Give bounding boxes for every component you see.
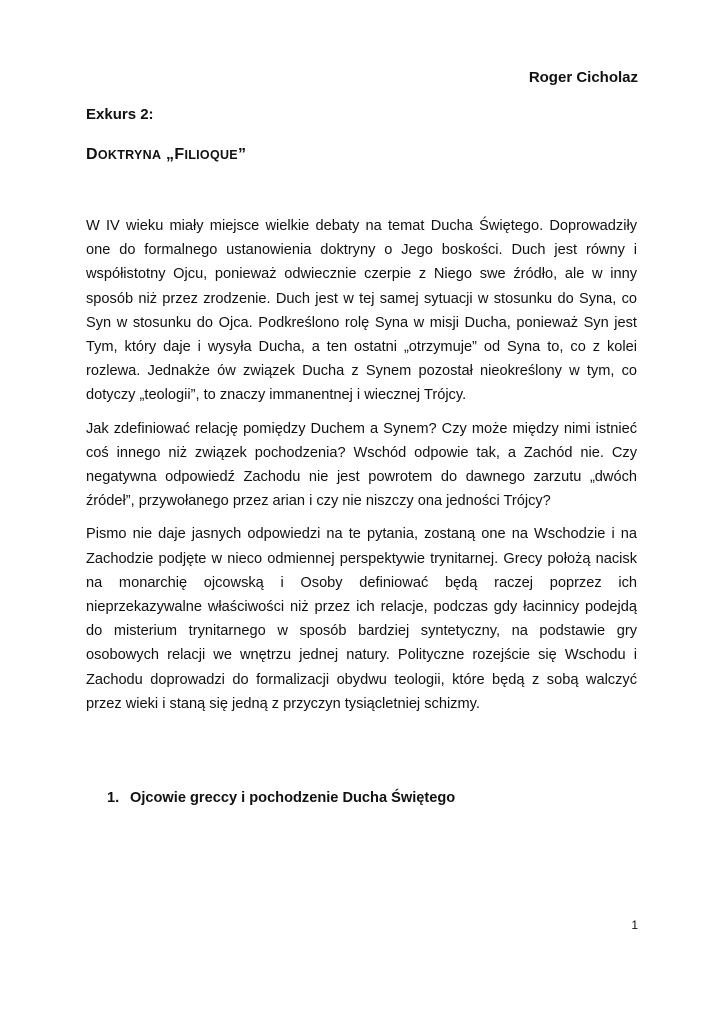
section-title: Ojcowie greccy i pochodzenie Ducha Świętego (130, 790, 456, 806)
exkurs-label: Exkurs 2: (86, 106, 154, 123)
document-title (86, 146, 246, 164)
paragraph-2: Jak zdefiniować relację pomiędzy Duchem a Synem? Czy może między nimi istnieć coś innego niż związek pochodzenia? Wschód odpowie tak, a Zachód nie. Czy negatywna odpowiedź Zachodu nie jest powrotem do dawnego zarzutu „dwóch źródeł”, przywołanego przez arian i czy nie niszczy ona jedności Trójcy? (86, 420, 637, 510)
author-name: Roger Cicholaz (528, 69, 638, 86)
body-text (86, 214, 637, 725)
paragraph-1: W IV wieku miały miejsce wielkie debaty na temat Ducha Świętego. Doprowadziły one do formalnego ustanowienia doktryny o Jego boskości. Duch jest równy i współistotny Ojcu, ponieważ odwiecznie czerpie z Niego swe źródło, ale w inny sposób niż przez zrodzenie. Duch jest w tej samej sytuacji w stosunku do Syna, co Syn w stosunku do Ojca. Podkreślono rolę Syna w misji Ducha, ponieważ Syn jest Tym, który daje i wysyła Ducha, a ten ostatni „otrzymuje” od Syna to, co z kolei rozlewa. Jednakże ów związek Ducha z Synem pozostał nieokreślony w tym, co dotyczy „teologii”, to znaczy immanentnej i wiecznej Trójcy. (86, 218, 637, 404)
paragraph-3: Pismo nie daje jasnych odpowiedzi na te pytania, zostaną one na Wschodzie i na Zachodzie podjęte w nieco odmiennej perspektywie trynitarnej. Grecy położą nacisk na monarchię ojcowską i Osoby definiować będą raczej poprzez ich nieprzekazywalne właściwości niż przez ich relacje, podczas gdy łacinnicy podejdą do misterium trynitarnego w sposób bardziej syntetyczny, na podstawie gry osobowych relacji we wnętrzu jednej natury. Polityczne rozejście się Wschodu i Zachodu doprowadzi do formalizacji obydwu teologii, które będą z sobą walczyć przez wieki i staną się jedną z przyczyn tysiącletniej schizmy. (86, 526, 637, 712)
section-number: 1. (107, 790, 120, 806)
title-quote-open: „F (161, 146, 185, 163)
title-initial: D (86, 146, 98, 163)
title-smallcaps-2: ILIOQUE (184, 148, 238, 162)
section-heading (107, 790, 455, 806)
page-number: 1 (631, 918, 638, 932)
title-quote-close: ” (237, 146, 247, 163)
title-smallcaps-1: OKTRYNA (97, 148, 162, 162)
